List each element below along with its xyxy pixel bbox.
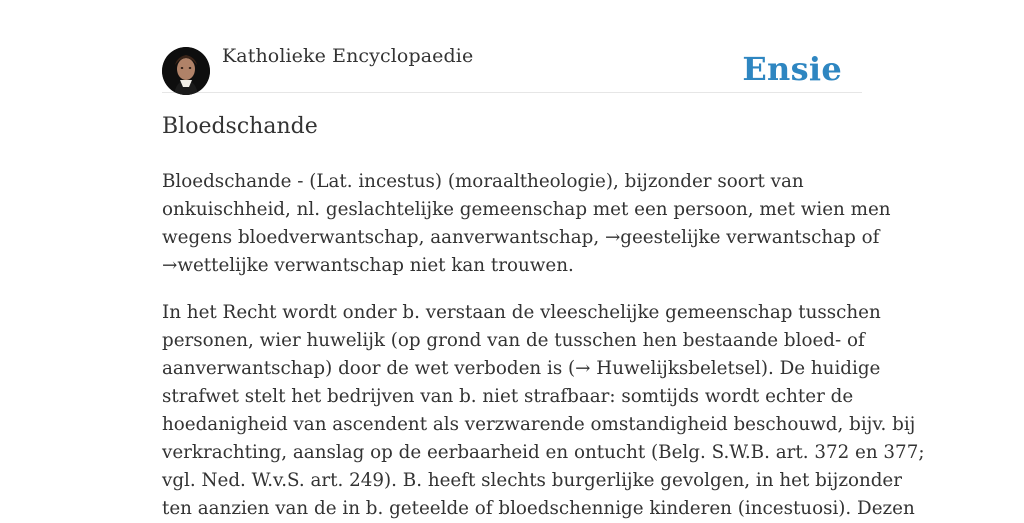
text-line: wegens bloedverwantschap, aanverwantschap, →geestelijke verwantschap of <box>162 227 880 248</box>
header <box>162 0 862 93</box>
text-line: hoedanigheid van ascendent als verzwarende omstandigheid beschouwd, bijv. bij <box>162 414 916 435</box>
page-title: Bloedschande <box>162 114 318 139</box>
brand-logo[interactable]: Ensie <box>742 50 842 88</box>
portrait-icon <box>162 47 210 95</box>
text-line: aanverwantschap) door de wet verboden is (→ Huwelijksbeletsel). De huidige <box>162 358 881 379</box>
text-line: onkuischheid, nl. geslachtelijke gemeenschap met een persoon, met wien men <box>162 199 891 220</box>
paragraph <box>162 168 891 280</box>
page <box>162 0 925 519</box>
text-line: ten aanzien van de in b. geteelde of bloedschennige kinderen (incestuosi). Dezen <box>162 498 915 519</box>
text-line: personen, wier huwelijk (op grond van de tusschen hen bestaande bloed- of <box>162 330 865 351</box>
source-name[interactable]: Katholieke Encyclopaedie <box>222 45 474 67</box>
avatar[interactable] <box>162 47 210 95</box>
text-line: strafwet stelt het bedrijven van b. niet strafbaar: somtijds wordt echter de <box>162 386 854 407</box>
paragraph <box>162 299 925 523</box>
text-line: →wettelijke verwantschap niet kan trouwen. <box>162 255 574 276</box>
text-line: Bloedschande - (Lat. incestus) (moraaltheologie), bijzonder soort van <box>162 171 804 192</box>
text-line: verkrachting, aanslag op de eerbaarheid en ontucht (Belg. S.W.B. art. 372 en 377; <box>162 442 925 463</box>
text-line: In het Recht wordt onder b. verstaan de vleeschelijke gemeenschap tusschen <box>162 302 881 323</box>
text-line: vgl. Ned. W.v.S. art. 249). B. heeft slechts burgerlijke gevolgen, in het bijzonder <box>162 470 902 491</box>
